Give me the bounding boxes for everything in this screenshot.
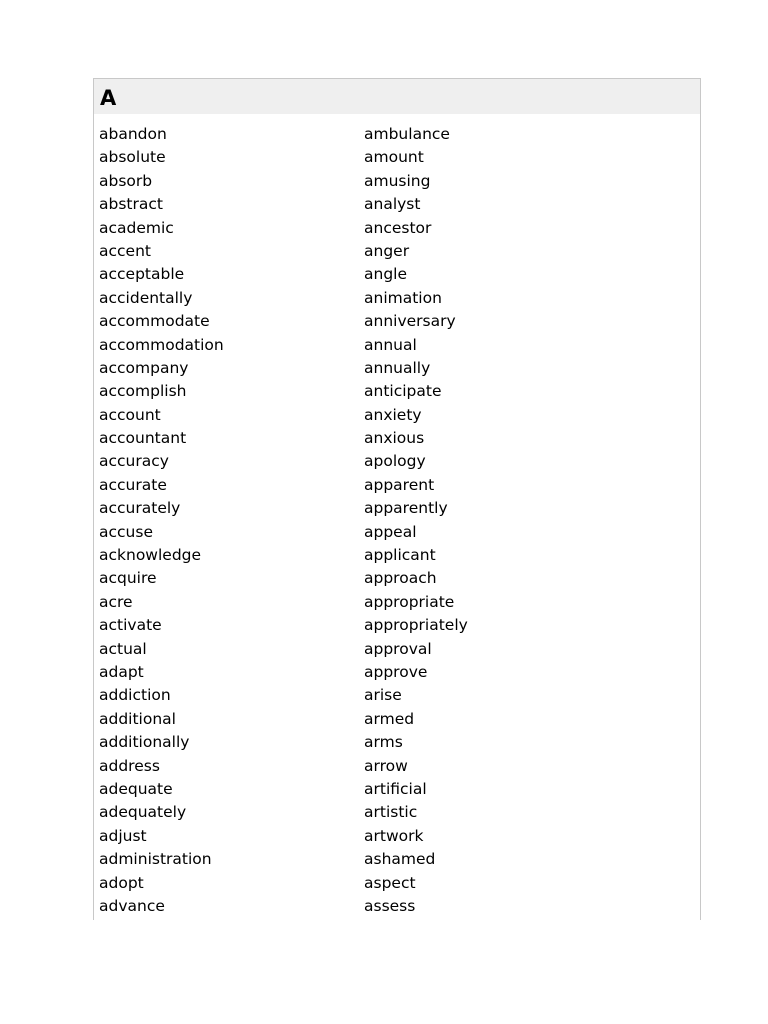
word-item: appropriate <box>364 592 455 611</box>
word-item: advance <box>99 896 165 915</box>
word-item: abandon <box>99 125 167 143</box>
word-item: accomplish <box>99 382 187 401</box>
word-item: anger <box>364 241 410 260</box>
word-item: artistic <box>364 803 418 822</box>
word-item: ashamed <box>364 850 436 869</box>
word-item: acquire <box>99 569 157 588</box>
word-item: absolute <box>99 148 166 167</box>
word-list-panel <box>93 78 701 920</box>
word-item: aspect <box>364 873 416 892</box>
word-item: adapt <box>99 662 144 681</box>
word-item: approval <box>364 639 432 658</box>
word-item: abstract <box>99 195 163 214</box>
word-item: anticipate <box>364 382 442 401</box>
word-item: actual <box>99 639 147 658</box>
word-item: arms <box>364 733 403 752</box>
word-item: ambulance <box>364 125 450 143</box>
word-item: arise <box>364 686 402 705</box>
word-item: acre <box>99 592 133 611</box>
word-item: amount <box>364 148 424 167</box>
word-item: accent <box>99 241 151 260</box>
word-item: apology <box>364 452 426 471</box>
word-item: adopt <box>99 873 144 892</box>
word-item: anniversary <box>364 312 456 331</box>
word-item: artwork <box>364 826 424 845</box>
word-item: apparently <box>364 499 448 518</box>
word-item: annually <box>364 358 431 377</box>
word-item: adjust <box>99 826 147 845</box>
word-item: accuracy <box>99 452 169 471</box>
word-item: accuse <box>99 522 153 541</box>
word-item: addiction <box>99 686 171 705</box>
word-item: approach <box>364 569 437 588</box>
word-item: artificial <box>364 779 427 798</box>
word-item: additional <box>99 709 176 728</box>
word-item: accidentally <box>99 288 193 307</box>
word-item: apparent <box>364 475 435 494</box>
word-item: adequately <box>99 803 187 822</box>
word-item: appeal <box>364 522 417 541</box>
word-item: additionally <box>99 733 190 752</box>
word-item: assess <box>364 896 416 915</box>
word-item: ancestor <box>364 218 432 237</box>
word-item: activate <box>99 616 162 635</box>
word-column-left <box>99 123 224 918</box>
word-item: applicant <box>364 546 436 565</box>
word-item: address <box>99 756 160 775</box>
word-item: account <box>99 405 161 424</box>
word-item: approve <box>364 662 428 681</box>
word-item: accommodation <box>99 335 224 354</box>
word-item: anxiety <box>364 405 422 424</box>
word-column-right <box>364 123 468 918</box>
word-item: adequate <box>99 779 173 798</box>
word-item: accountant <box>99 429 187 448</box>
word-item: anxious <box>364 429 425 448</box>
word-item: armed <box>364 709 415 728</box>
word-item: appropriately <box>364 616 468 635</box>
word-item: animation <box>364 288 442 307</box>
word-item: absorb <box>99 171 153 190</box>
word-item: accurate <box>99 475 167 494</box>
word-item: amusing <box>364 171 431 190</box>
word-item: acknowledge <box>99 546 202 565</box>
word-item: administration <box>99 850 212 869</box>
word-item: accompany <box>99 358 189 377</box>
word-item: accommodate <box>99 312 210 331</box>
section-header <box>94 79 700 114</box>
word-item: acceptable <box>99 265 185 284</box>
word-item: annual <box>364 335 417 354</box>
section-letter-heading: A <box>100 86 117 110</box>
word-item: arrow <box>364 756 408 775</box>
word-item: academic <box>99 218 174 237</box>
word-item: accurately <box>99 499 181 518</box>
word-item: angle <box>364 265 408 284</box>
word-item: analyst <box>364 195 421 214</box>
